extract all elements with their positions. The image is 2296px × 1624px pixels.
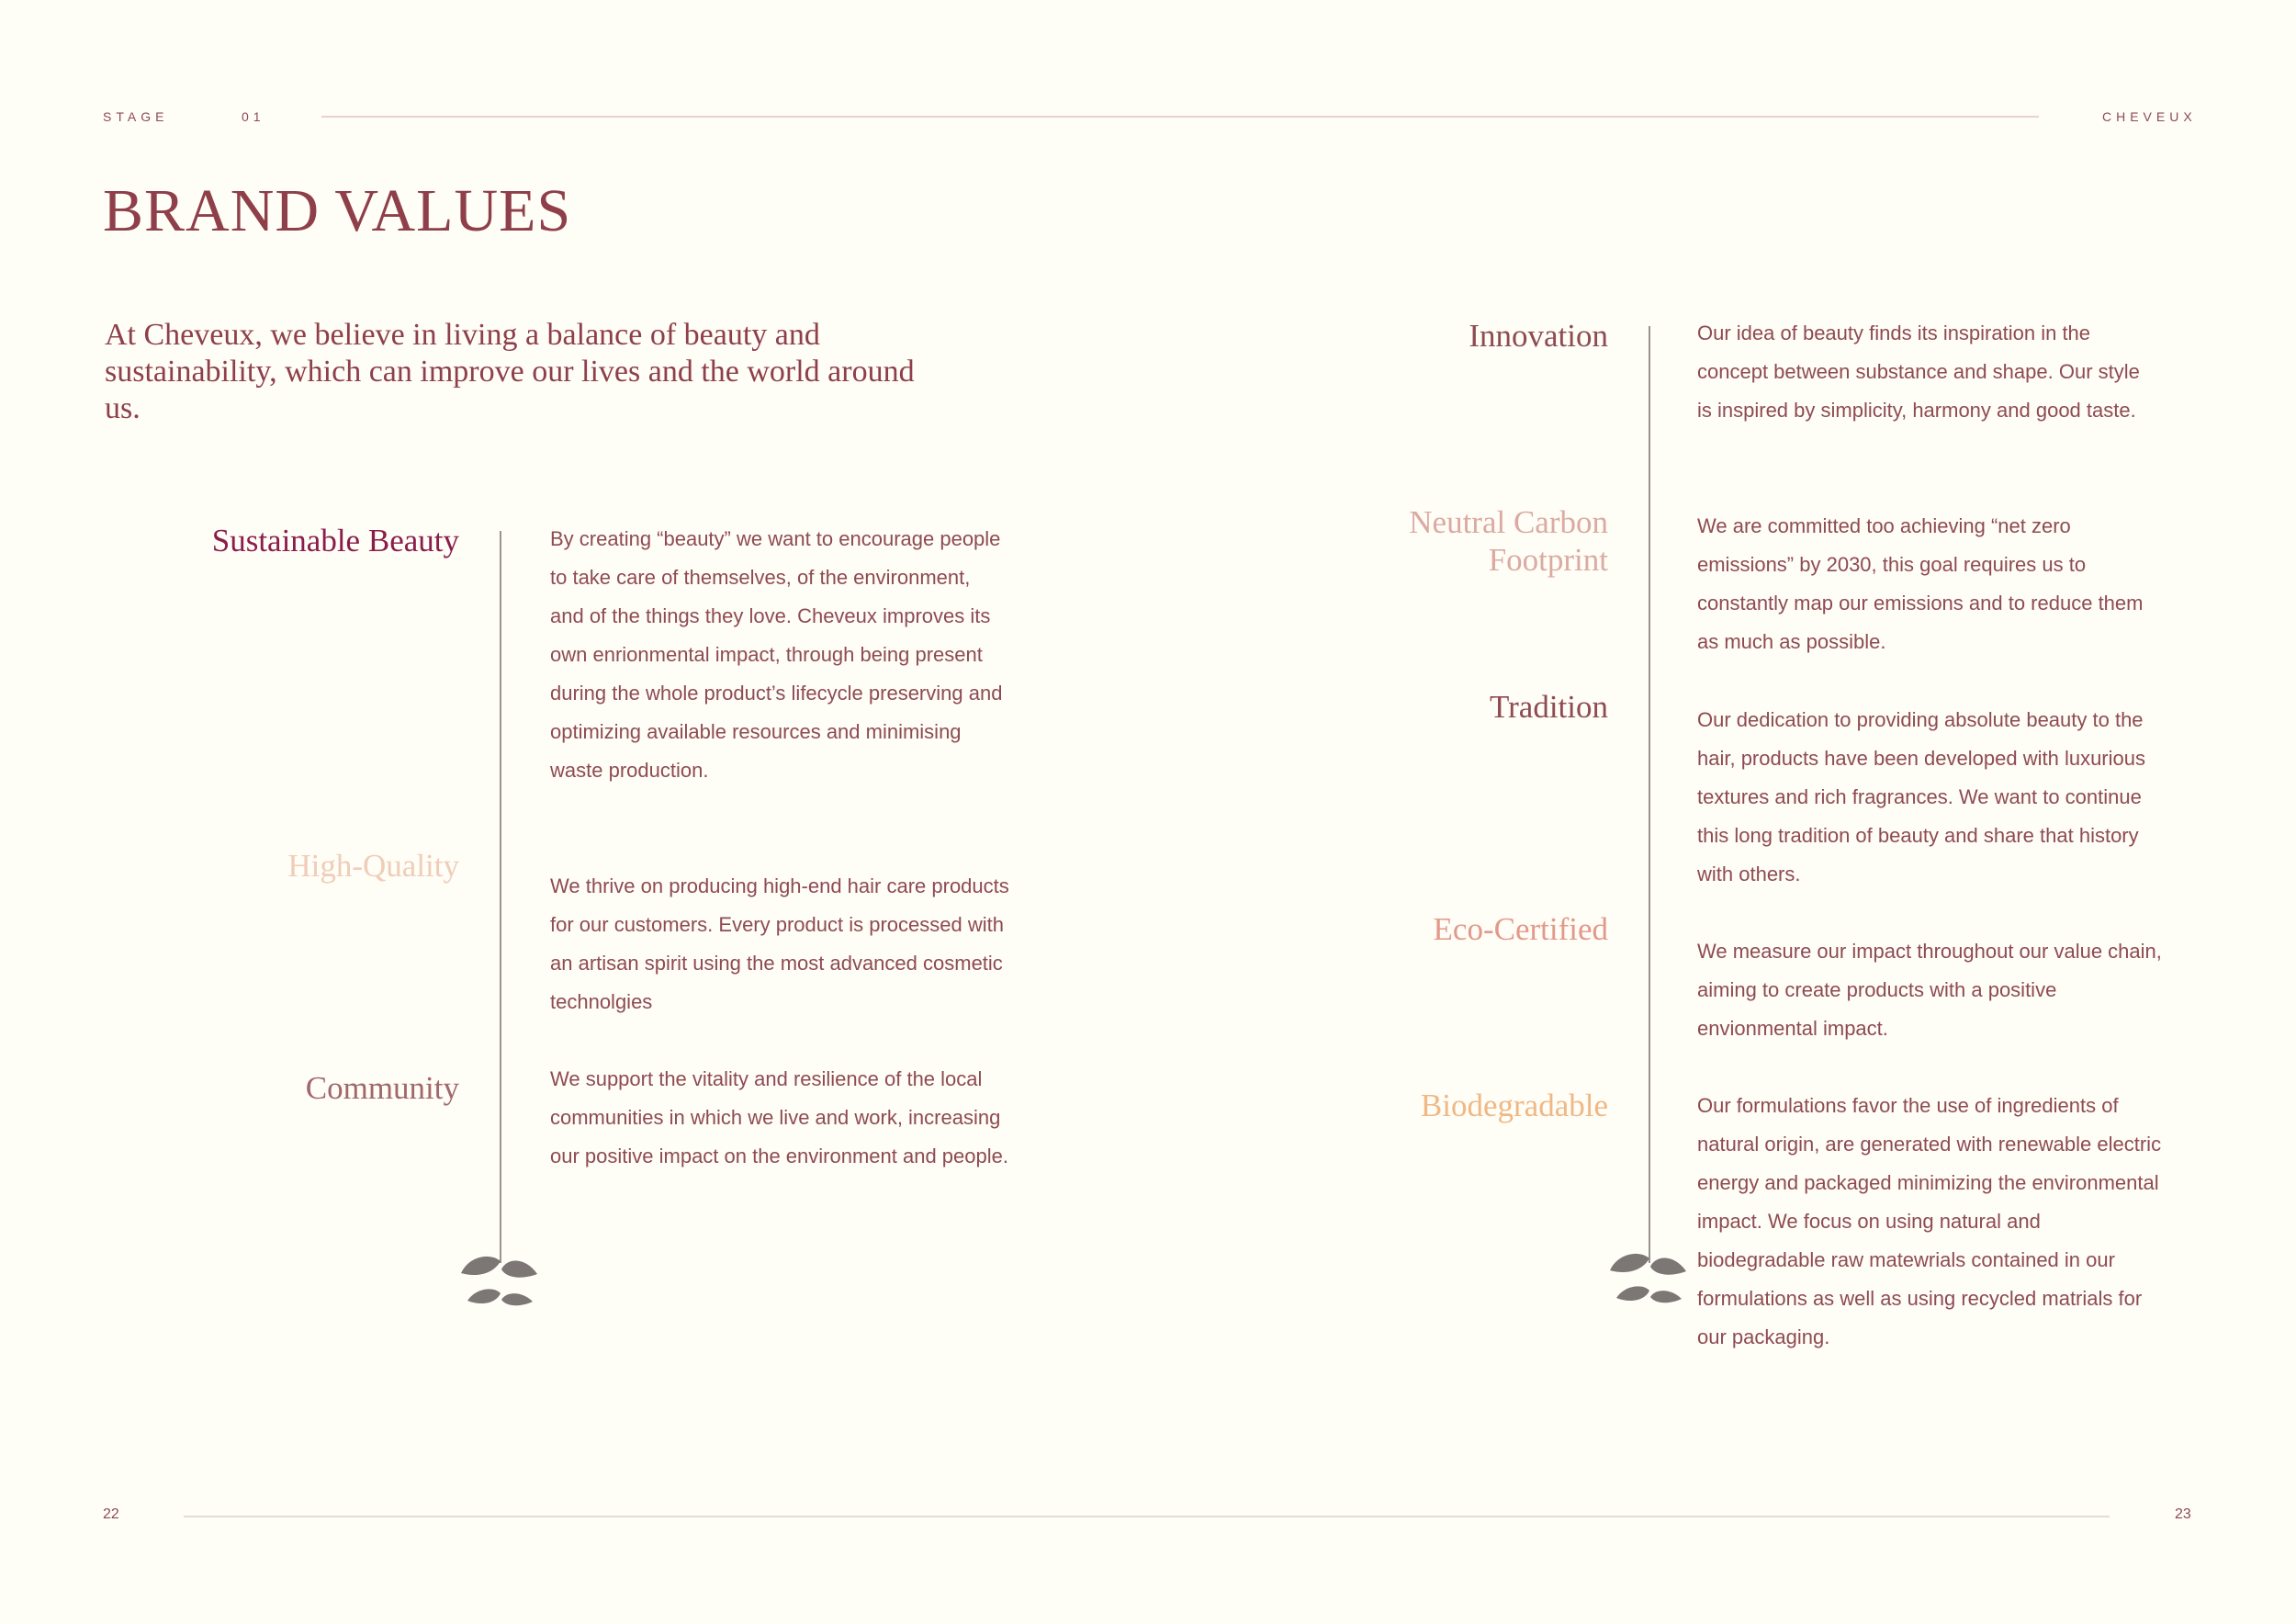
value-label-neutral-carbon-line1: Neutral Carbon [1409,504,1608,540]
left-timeline-line [500,531,501,1263]
value-text-tradition: Our dedication to providing absolute beauty to the hair, products have been developed with luxurious textures and rich fragrances. We want to continue this long tradition of beauty and share that history with others. [1697,708,2145,885]
value-text-community: We support the vitality and resilience of the local communities in which we live and work, increasing our positive impact on the environment and people. [550,1067,1008,1167]
value-text-biodegradable: Our formulations favor the use of ingredients of natural origin, are generated with renewable electric energy and packaged minimizing the environmental impact. We focus on using natural and biodegradable raw matewrials contained in our formulations as well as using recycled matrials for our packaging. [1697,1094,2162,1348]
value-label-eco-certified: Eco-Certified [1433,911,1608,947]
header-divider [321,116,2039,118]
stage-label: STAGE [103,109,169,124]
value-text-high-quality: We thrive on producing high-end hair care products for our customers. Every product is processed with an artisan spirit using the most advanced cosmetic technolgies [550,874,1009,1013]
right-timeline-line [1649,326,1650,1263]
value-text-sustainable-beauty: By creating “beauty” we want to encourage people to take care of themselves, of the environment, and of the things they love. Cheveux improves its own enrionmental impact, through being present during the whole product’s lifecycle preserving and optimizing available resources and minimising waste production. [550,527,1003,782]
page-number-left: 22 [103,1506,119,1522]
page-number-right: 23 [2175,1506,2191,1522]
leaf-sprig-icon [1608,1251,1691,1320]
value-label-biodegradable: Biodegradable [1420,1088,1608,1123]
value-text-neutral-carbon: We are committed too achieving “net zero emissions” by 2030, this goal requires us to constantly map our emissions and to reduce them as much as possible. [1697,514,2144,653]
value-label-sustainable-beauty: Sustainable Beauty [211,523,459,558]
leaf-sprig-icon [459,1254,542,1323]
value-label-innovation: Innovation [1469,318,1608,354]
footer-divider [184,1516,2110,1517]
value-text-innovation: Our idea of beauty finds its inspiration in the concept between substance and shape. Our style is inspired by simplicity, harmony and good taste. [1697,321,2140,422]
stage-number: 01 [242,109,265,124]
value-label-tradition: Tradition [1489,689,1608,725]
value-label-high-quality: High-Quality [287,848,459,884]
intro-paragraph: At Cheveux, we believe in living a balance of beauty and sustainability, which can improve our lives and the world around us. [105,318,915,425]
page-title: BRAND VALUES [103,177,572,244]
brand-label: CHEVEUX [2102,109,2197,124]
value-label-community: Community [305,1070,459,1106]
value-text-eco-certified: We measure our impact throughout our value chain, aiming to create products with a positive envionmental impact. [1697,940,2162,1040]
value-label-neutral-carbon-line2: Footprint [1488,542,1608,578]
